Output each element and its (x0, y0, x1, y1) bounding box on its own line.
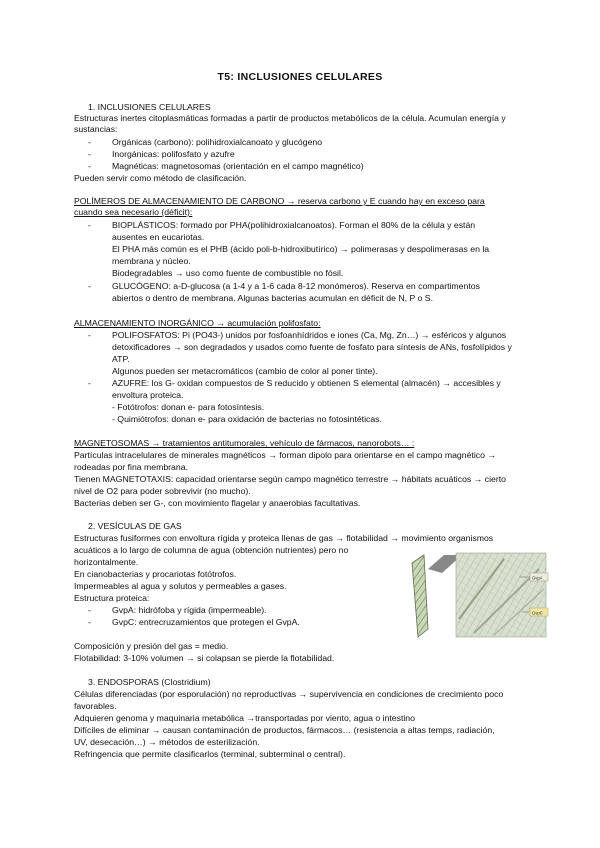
label-gvpc: GvpC (532, 610, 543, 616)
sulfur-line: - Quimiótrofos: donan e- para oxidación de bacterias no fotosintéticas. (112, 414, 382, 424)
s1-list-item: Inorgánicas: polifosfato y azufre (112, 149, 235, 159)
poly-heading: POLÍMEROS DE ALMACENAMIENTO DE CARBONO → reserva carbono y E cuando hay en exceso para (74, 196, 485, 206)
bioplastic-line: ausentes en eucariotas. (112, 232, 205, 242)
endospore-line: Refringencia que permite clasificarlos (terminal, subterminal o central). (74, 749, 346, 759)
endospore-line: Difíciles de eliminar → causan contaminación de productos, fármacos… (resistencia a altas temps, radiación, (74, 725, 495, 735)
bullet-dash: - (88, 330, 91, 340)
sulfur-line: - Fotótrofos: donan e- para fotosíntesis. (112, 402, 265, 412)
glycogen-line: abiertos o dentro de membrana. Algunas bacterias acumulan en déficit de N, P o S. (112, 293, 433, 303)
glycogen-line: GLUCÓGENO: a-D-glucosa (a 1-4 y a 1-6 cada 8-12 monómeros). Reserva en compartimentos (112, 281, 480, 291)
bullet-dash: - (88, 137, 91, 147)
section-2-heading: 2. VESÍCULAS DE GAS (88, 521, 182, 531)
bullet-dash: - (88, 149, 91, 159)
poly-heading: cuando sea necesario (déficit): (74, 207, 193, 217)
gvp-item: GvpC: entrecruzamientos que protegen el GvpA. (112, 617, 300, 627)
endospore-line: Adquieren genoma y maquinaria metabólica →transportadas por viento, agua o intestino (74, 713, 415, 723)
gas-vesicle-line: Estructura proteica: (74, 593, 150, 603)
magnetosome-line: Partículas intracelulares de minerales magnéticos → forman dipolo para orientarse en el campo magnético → (74, 450, 497, 460)
sulfur-line: AZUFRE: los G- oxidan compuestos de S reducido y obtienen S elemental (almacén) → accesibles y (112, 378, 501, 388)
label-gvpa: GvpA (532, 575, 543, 581)
bullet-dash: - (88, 605, 91, 615)
sulfur-line: envoltura proteica. (112, 390, 184, 400)
magnetosome-line: nivel de O2 para poder sobrevivir (no mucho). (74, 486, 251, 496)
gvp-item: GvpA: hidrófoba y rígida (impermeable). (112, 605, 267, 615)
bioplastic-line: membrana y núcleo. (112, 256, 191, 266)
bullet-dash: - (88, 617, 91, 627)
magnetosome-line: Bacterias deben ser G-, con movimiento flagelar y anaerobias facultativas. (74, 498, 361, 508)
endospore-line: Células diferenciadas (por esporulación) no reproductivas → supervivencia en condiciones de crecimiento poco (74, 689, 504, 699)
section-3-heading: 3. ENDOSPORAS (Clostridium) (88, 677, 211, 687)
polyphosphate-line: POLIFOSFATOS: Pi (PO43-) unidos por fosfoanhídridos e iones (Ca, Mg, Zn…) → esféricos y algunos (112, 330, 507, 340)
polyphosphate-line: ATP. (112, 354, 130, 364)
gas-vesicle-figure (404, 549, 556, 641)
gas-vesicle-after: Composición y presión del gas = medio. (74, 641, 229, 651)
bioplastic-line: El PHA más común es el PHB (ácido poli-b-hidroxibutírico) → polimerasas y despolimerasas en la (112, 244, 490, 254)
bullet-dash: - (88, 281, 91, 291)
s1-intro-line: sustancias: (74, 124, 118, 134)
page-title: T5: INCLUSIONES CELULARES (217, 71, 383, 83)
vesicle-shape (412, 555, 428, 637)
polyphosphate-line: detoxificadores → son degradados y usados como fuente de fosfato para síntesis de ANs, fosfolípidos y (112, 342, 512, 352)
inorganic-heading: ALMACENAMIENTO INORGÁNICO → acumulación polifosfato: (74, 318, 321, 328)
magnetosome-line: rodeadas por fina membrana. (74, 462, 188, 472)
bullet-dash: - (88, 161, 91, 171)
gas-vesicle-line: acuáticos a lo largo de columna de agua (obtención nutrientes) pero no (74, 545, 349, 555)
s1-list-item: Magnéticas: magnetosomas (orientación en el campo magnético) (112, 161, 364, 171)
s1-after: Pueden servir como método de clasificación. (74, 173, 247, 183)
s1-intro-line: Estructuras inertes citoplasmáticas formadas a partir de productos metabólicos de la célula. Acumulan energía y (74, 113, 506, 123)
gas-vesicle-line: horizontalmente. (74, 557, 139, 567)
gas-vesicle-line: En cianobacterias y procariotas fotótrofos. (74, 569, 237, 579)
endospore-line: favorables. (74, 701, 117, 711)
gas-vesicle-line: Impermeables al agua y solutos y permeables a gases. (74, 581, 287, 591)
magnetosome-line: Tienen MAGNETOTAXIS: capacidad orientarse según campo magnético terrestre → hábitats acuáticos → cierto (74, 474, 506, 484)
bioplastic-line: BIOPLÁSTICOS: formado por PHA(polihidroxialcanoatos). Forman el 80% de la célula y están (112, 220, 476, 230)
magnetosome-heading: MAGNETOSOMAS → tratamientos antitumorales, vehículo de fármacos, nanorobots… : (74, 438, 415, 448)
polyphosphate-line: Algunos pueden ser metacromáticos (cambio de color al poner tinte). (112, 366, 378, 376)
gas-vesicle-line: Estructuras fusiformes con envoltura rígida y proteica llenas de gas → flotabilidad → movimiento organismos (74, 533, 494, 543)
s1-list-item: Orgánicas (carbono): polihidroxialcanoato y glucógeno (112, 137, 323, 147)
bullet-dash: - (88, 220, 91, 230)
endospore-line: UV, desecación…) → métodos de esterilización. (74, 737, 260, 747)
magnified-wall (456, 553, 546, 637)
gas-vesicle-diagram (404, 549, 556, 641)
bullet-dash: - (88, 378, 91, 388)
section-1-heading: 1. INCLUSIONES CELULARES (88, 102, 211, 112)
bioplastic-line: Biodegradables → uso como fuente de combustible no fósil. (112, 268, 344, 278)
gas-vesicle-after: Flotabilidad: 3-10% volumen → si colapsan se pierde la flotabilidad. (74, 653, 335, 663)
